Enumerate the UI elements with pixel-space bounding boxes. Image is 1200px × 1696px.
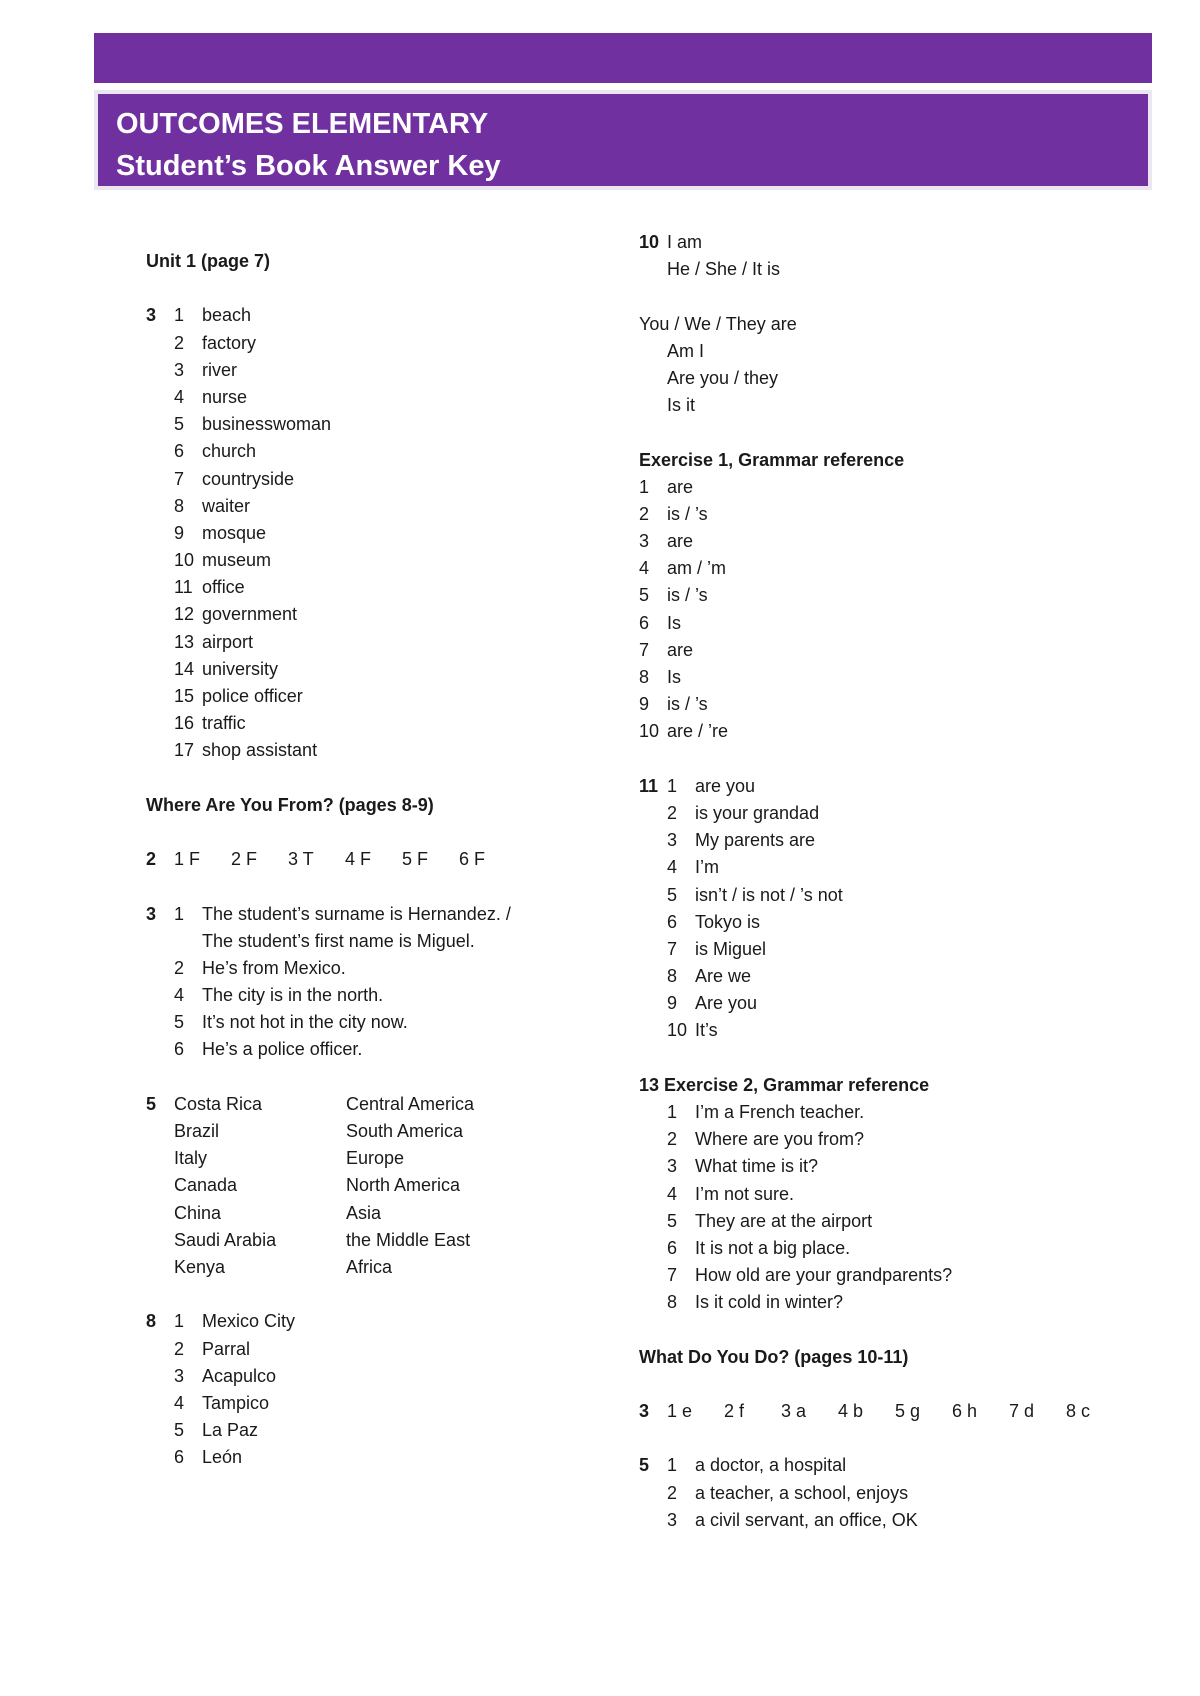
list-item — [639, 1289, 1119, 1316]
answer-text: mosque — [202, 522, 267, 543]
item-number: 8 — [667, 1292, 678, 1313]
answer-text: river — [202, 359, 237, 380]
document-title: OUTCOMES ELEMENTARY — [116, 108, 489, 140]
region-name: South America — [346, 1121, 464, 1141]
item-number: 12 — [174, 604, 195, 625]
answer-token: 7 d — [1009, 1401, 1035, 1422]
answer-token: 5 g — [895, 1401, 921, 1422]
answer-text: nurse — [202, 386, 248, 407]
answer-token: 5 F — [402, 849, 429, 870]
list-item — [639, 963, 1119, 990]
list-item — [146, 629, 626, 656]
header-bar — [94, 33, 1152, 83]
item-number: 13 — [174, 631, 195, 652]
answer-text: It’s — [695, 1020, 718, 1041]
answer-text: is your grandad — [695, 802, 820, 823]
answer-text: beach — [202, 305, 252, 326]
answer-text: museum — [202, 550, 272, 571]
item-number: 6 — [667, 911, 678, 932]
section-heading: What Do You Do? (pages 10-11) — [639, 1346, 909, 1367]
country-name: Saudi Arabia — [174, 1229, 277, 1250]
item-number: 1 — [174, 305, 185, 326]
exercise-number: 11 — [639, 775, 659, 796]
answer-text: university — [202, 658, 279, 679]
exercise-number: 5 — [639, 1455, 650, 1476]
answer-text: police officer — [202, 686, 303, 706]
answer-token: 4 F — [345, 849, 372, 870]
list-item — [146, 1308, 626, 1335]
list-item — [146, 1444, 626, 1471]
answer-text: a teacher, a school, enjoys — [695, 1482, 909, 1503]
answer-text: isn’t / is not / ’s not — [695, 884, 843, 905]
answer-token: 3 T — [288, 849, 314, 870]
list-item — [639, 555, 1119, 582]
answer-text: government — [202, 604, 298, 625]
list-item — [146, 438, 626, 465]
item-number: 6 — [174, 441, 185, 462]
list-item — [146, 1390, 626, 1417]
item-number: 2 — [174, 1338, 185, 1359]
answer-text: is / ’s — [667, 694, 708, 715]
item-number: 2 — [174, 332, 185, 353]
item-number: 4 — [667, 857, 678, 878]
list-item — [146, 1363, 626, 1390]
exercise-number: 8 — [146, 1311, 157, 1332]
list-item — [639, 854, 1119, 881]
item-number: 3 — [174, 359, 185, 380]
list-item — [639, 501, 1119, 528]
item-number: 1 — [174, 903, 185, 924]
region-name: Africa — [346, 1256, 393, 1277]
item-number: 2 — [667, 1482, 678, 1503]
answer-text: countryside — [202, 468, 295, 489]
answer-text: are you — [695, 775, 756, 796]
list-item — [639, 311, 1119, 338]
answer-text: is / ’s — [667, 503, 708, 524]
list-item — [639, 1153, 1119, 1180]
item-number: 15 — [174, 686, 195, 706]
answer-token: 8 c — [1066, 1401, 1091, 1422]
item-number: 7 — [639, 639, 650, 660]
section-heading: 13 Exercise 2, Grammar reference — [639, 1074, 930, 1095]
answer-text: Am I — [667, 340, 705, 361]
table-row — [146, 1091, 626, 1118]
list-item — [146, 520, 626, 547]
item-number: 6 — [667, 1237, 678, 1258]
item-number: 4 — [174, 1392, 185, 1413]
answer-text: a civil servant, an office, OK — [695, 1509, 918, 1530]
list-item — [146, 710, 626, 737]
answer-text: I’m — [695, 857, 719, 878]
list-item — [639, 1235, 1119, 1262]
list-item — [639, 392, 1119, 419]
item-number: 16 — [174, 713, 195, 734]
answer-text: are / ’re — [667, 721, 729, 742]
list-item — [639, 365, 1119, 392]
list-item — [639, 664, 1119, 691]
list-item — [146, 1336, 626, 1363]
list-item — [146, 330, 626, 357]
item-number: 4 — [667, 1183, 678, 1204]
answer-text: are — [667, 639, 694, 660]
answer-text: He’s a police officer. — [202, 1039, 363, 1060]
list-item — [639, 990, 1119, 1017]
list-item — [146, 1009, 626, 1036]
item-number: 3 — [667, 1156, 678, 1177]
list-item — [639, 800, 1119, 827]
item-number: 5 — [174, 414, 185, 435]
answer-text: The city is in the north. — [202, 985, 384, 1006]
answer-token: 6 F — [459, 849, 486, 870]
list-item — [146, 384, 626, 411]
list-item — [639, 1099, 1119, 1126]
item-number: 4 — [174, 386, 185, 407]
item-number: 2 — [174, 957, 185, 978]
item-number: 1 — [667, 1102, 678, 1122]
region-name: Central America — [346, 1093, 475, 1114]
answer-text: How old are your grandparents? — [695, 1265, 953, 1286]
answer-text: I’m a French teacher. — [695, 1102, 865, 1122]
list-item — [146, 493, 626, 520]
list-item — [639, 474, 1119, 501]
section-heading: Exercise 1, Grammar reference — [639, 449, 905, 470]
table-row — [146, 1118, 626, 1145]
exercise-8-list — [146, 1308, 626, 1471]
answer-text: airport — [202, 631, 254, 652]
answer-text: Is it cold in winter? — [695, 1292, 844, 1313]
answer-text: You / We / They are — [639, 313, 797, 334]
answer-token: 2 f — [724, 1401, 745, 1422]
item-number: 3 — [639, 531, 650, 552]
answer-text: They are at the airport — [695, 1210, 873, 1231]
country-name: Brazil — [174, 1121, 220, 1141]
item-number: 1 — [639, 476, 650, 497]
item-number: 2 — [667, 1129, 678, 1150]
item-number: 2 — [639, 503, 650, 524]
item-number: 10 — [174, 550, 195, 571]
exercise-number: 2 — [146, 849, 157, 870]
list-item — [639, 691, 1119, 718]
answer-text: office — [202, 577, 245, 598]
item-number: 5 — [667, 884, 678, 905]
grammar-1-list — [639, 474, 1119, 746]
answer-text: are — [667, 476, 694, 497]
region-name: Europe — [346, 1148, 405, 1169]
answer-text: The student’s first name is Miguel. — [202, 930, 475, 951]
answer-text: He’s from Mexico. — [202, 957, 346, 978]
answer-text: is / ’s — [667, 585, 708, 606]
answer-text: Are you — [695, 993, 758, 1014]
answer-text: Is — [667, 612, 682, 633]
answer-text: It’s not hot in the city now. — [202, 1012, 408, 1033]
answer-text: shop assistant — [202, 740, 318, 761]
document-subtitle: Student’s Book Answer Key — [116, 150, 501, 182]
answer-text: Are we — [695, 966, 752, 987]
country-name: Canada — [174, 1175, 238, 1196]
list-item — [146, 302, 626, 329]
answer-text: What time is it? — [695, 1156, 819, 1177]
list-item — [639, 338, 1119, 365]
list-item — [146, 928, 626, 955]
answer-token: 4 b — [838, 1401, 864, 1422]
answer-text: waiter — [202, 495, 251, 516]
answer-text: Tokyo is — [695, 911, 761, 932]
list-item — [639, 718, 1119, 745]
item-number: 6 — [174, 1039, 185, 1060]
table-row — [146, 1200, 626, 1227]
list-item — [639, 1126, 1119, 1153]
exercise-number: 3 — [146, 305, 157, 326]
item-number: 11 — [174, 577, 193, 598]
exercise-11-list — [639, 773, 1119, 1045]
list-item — [639, 909, 1119, 936]
answer-text: traffic — [202, 713, 246, 734]
item-number: 1 — [667, 775, 678, 796]
list-item — [146, 955, 626, 982]
exercise-number: 3 — [146, 903, 157, 924]
item-number: 7 — [174, 468, 185, 489]
answer-text: La Paz — [202, 1420, 259, 1441]
item-number: 4 — [639, 558, 650, 579]
exercise-3-answers — [639, 1398, 1119, 1425]
answer-text: I am — [667, 232, 703, 252]
answer-text: León — [202, 1447, 243, 1468]
item-number: 14 — [174, 658, 195, 679]
answer-text: I’m not sure. — [695, 1183, 795, 1204]
answer-text: is Miguel — [695, 938, 767, 959]
answer-text: Parral — [202, 1338, 251, 1359]
answer-text: factory — [202, 332, 257, 353]
list-item — [639, 827, 1119, 854]
list-item — [146, 1036, 626, 1063]
item-number: 8 — [639, 667, 650, 687]
item-number: 5 — [639, 585, 650, 606]
list-item — [146, 683, 626, 710]
item-number: 3 — [174, 1365, 185, 1386]
answer-token: 1 e — [667, 1401, 693, 1422]
answer-text: a doctor, a hospital — [695, 1455, 847, 1476]
answer-text: The student’s surname is Hernandez. / — [202, 903, 511, 924]
item-number: 10 — [667, 1020, 688, 1041]
item-number: 1 — [174, 1311, 185, 1332]
list-item — [639, 1262, 1119, 1289]
item-number: 17 — [174, 740, 195, 761]
item-number: 5 — [174, 1420, 185, 1441]
list-item — [639, 1507, 1119, 1534]
item-number: 1 — [667, 1455, 678, 1476]
item-number: 7 — [667, 1265, 678, 1286]
table-row — [146, 1227, 626, 1254]
title-box — [94, 90, 1152, 190]
answer-text: Tampico — [202, 1392, 270, 1413]
exercise-3-list — [146, 302, 626, 764]
region-name: the Middle East — [346, 1229, 471, 1250]
answer-text: Mexico City — [202, 1311, 296, 1332]
table-row — [146, 1172, 626, 1199]
list-item — [146, 901, 626, 928]
section-heading: Where Are You From? (pages 8-9) — [146, 794, 434, 815]
list-item — [146, 547, 626, 574]
exercise-number: 3 — [639, 1401, 650, 1422]
answer-text: Where are you from? — [695, 1129, 865, 1150]
answer-text: It is not a big place. — [695, 1237, 851, 1258]
item-number: 9 — [639, 694, 650, 715]
list-item — [146, 574, 626, 601]
item-number: 3 — [667, 1509, 678, 1530]
list-item — [639, 1017, 1119, 1044]
answer-row — [667, 1398, 1123, 1425]
list-item — [146, 601, 626, 628]
answer-text: Are you / they — [667, 367, 779, 388]
answer-row — [174, 846, 516, 873]
list-item — [639, 1480, 1119, 1507]
exercise-2-answers — [146, 846, 626, 873]
list-item — [639, 1181, 1119, 1208]
list-item — [639, 229, 1119, 256]
answer-text: He / She / It is — [667, 259, 781, 280]
exercise-number: 10 — [639, 232, 660, 252]
item-number: 10 — [639, 721, 660, 742]
list-item — [146, 982, 626, 1009]
item-number: 5 — [174, 1012, 185, 1033]
country-name: China — [174, 1202, 222, 1223]
list-item — [146, 1417, 626, 1444]
country-name: Kenya — [174, 1256, 226, 1277]
table-row — [146, 1254, 626, 1281]
answer-token: 2 F — [231, 849, 258, 870]
answer-text: Is — [667, 667, 682, 687]
list-item — [146, 466, 626, 493]
item-number: 8 — [174, 495, 185, 516]
right-column — [639, 229, 1119, 1534]
answer-token: 6 h — [952, 1401, 978, 1422]
exercise-13-list — [639, 1099, 1119, 1317]
exercise-5-list — [639, 1452, 1119, 1534]
list-item — [639, 256, 1119, 283]
answer-token: 1 F — [174, 849, 201, 870]
answer-text: am / ’m — [667, 558, 727, 579]
list-item — [146, 357, 626, 384]
exercise-5-table — [146, 1091, 626, 1281]
item-number: 4 — [174, 985, 185, 1006]
left-column — [146, 248, 626, 1471]
list-item — [639, 582, 1119, 609]
item-number: 2 — [667, 802, 678, 823]
item-number: 9 — [174, 522, 185, 543]
answer-token: 3 a — [781, 1401, 807, 1422]
region-name: Asia — [346, 1202, 382, 1223]
answer-text: church — [202, 441, 257, 462]
country-name: Italy — [174, 1148, 208, 1169]
item-number: 3 — [667, 830, 678, 851]
item-number: 8 — [667, 966, 678, 987]
item-number: 5 — [667, 1210, 678, 1231]
answer-text: businesswoman — [202, 414, 332, 435]
list-item — [639, 936, 1119, 963]
list-item — [146, 411, 626, 438]
table-row — [146, 1145, 626, 1172]
list-item — [639, 528, 1119, 555]
list-item — [639, 773, 1119, 800]
answer-text: are — [667, 531, 694, 552]
list-item — [146, 737, 626, 764]
country-name: Costa Rica — [174, 1093, 263, 1114]
answer-text: Is it — [667, 395, 696, 416]
answer-text: Acapulco — [202, 1365, 277, 1386]
region-name: North America — [346, 1175, 461, 1196]
item-number: 6 — [174, 1447, 185, 1468]
list-item — [639, 1452, 1119, 1479]
section-heading: Unit 1 (page 7) — [146, 251, 271, 271]
answer-text: My parents are — [695, 830, 816, 851]
list-item — [639, 637, 1119, 664]
list-item — [639, 610, 1119, 637]
list-item — [639, 882, 1119, 909]
exercise-number: 5 — [146, 1093, 157, 1114]
item-number: 7 — [667, 938, 678, 959]
list-item — [639, 1208, 1119, 1235]
item-number: 6 — [639, 612, 650, 633]
item-number: 9 — [667, 993, 678, 1014]
list-item — [146, 656, 626, 683]
